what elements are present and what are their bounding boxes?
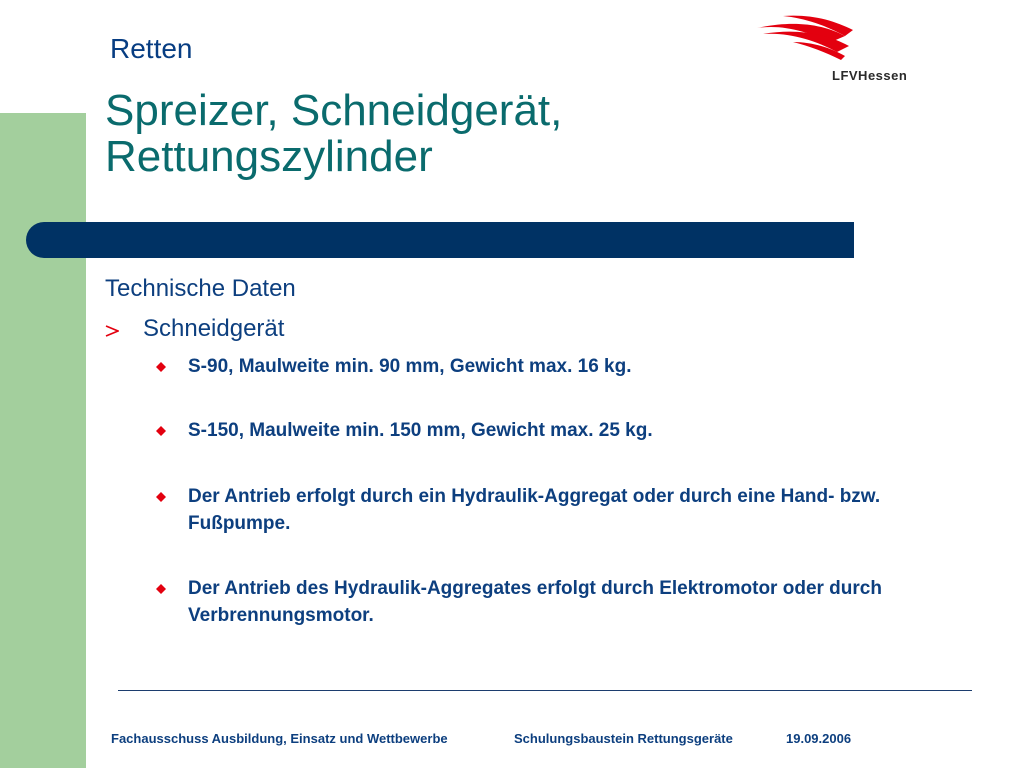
decorative-title-bar [26,222,854,258]
diamond-bullet-icon [156,426,166,436]
list-item-label: Schneidgerät [143,315,285,342]
footer-date: 19.09.2006 [786,731,852,746]
slide-title [105,88,755,180]
bullet-text: S-90, Maulweite min. 90 mm, Gewicht max. 16 kg. [188,356,632,377]
section-title: Retten [110,33,193,64]
footer-left-text: Fachausschuss Ausbildung, Einsatz und Wettbewerbe [111,731,448,746]
slide-title-line-2: Rettungszylinder [105,132,433,181]
slide-title-line-1: Spreizer, Schneidgerät, [105,86,563,135]
bullet-text: S-150, Maulweite min. 150 mm, Gewicht max. 25 kg. [188,420,653,441]
bullet-text: Der Antrieb erfolgt durch ein Hydraulik-Aggregat oder durch eine Hand- bzw. Fußpumpe. [188,486,881,534]
bullet-text: Der Antrieb des Hydraulik-Aggregates erfolgt durch Elektromotor oder durch Verbrennungsmotor. [188,578,882,626]
diamond-bullet-icon [156,492,166,502]
list-item [154,483,894,537]
subheading: Technische Daten [105,275,296,302]
diamond-bullet-icon [156,362,166,372]
list-item [154,417,894,444]
footer-center-text: Schulungsbaustein Rettungsgeräte [514,731,733,746]
logo-text: LFVHessen [832,68,908,83]
arrow-icon [105,325,119,337]
diamond-bullet-icon [156,584,166,594]
list-item [154,353,894,380]
decorative-side-bar [0,113,86,768]
list-item [154,575,894,629]
footer-divider [118,690,972,691]
